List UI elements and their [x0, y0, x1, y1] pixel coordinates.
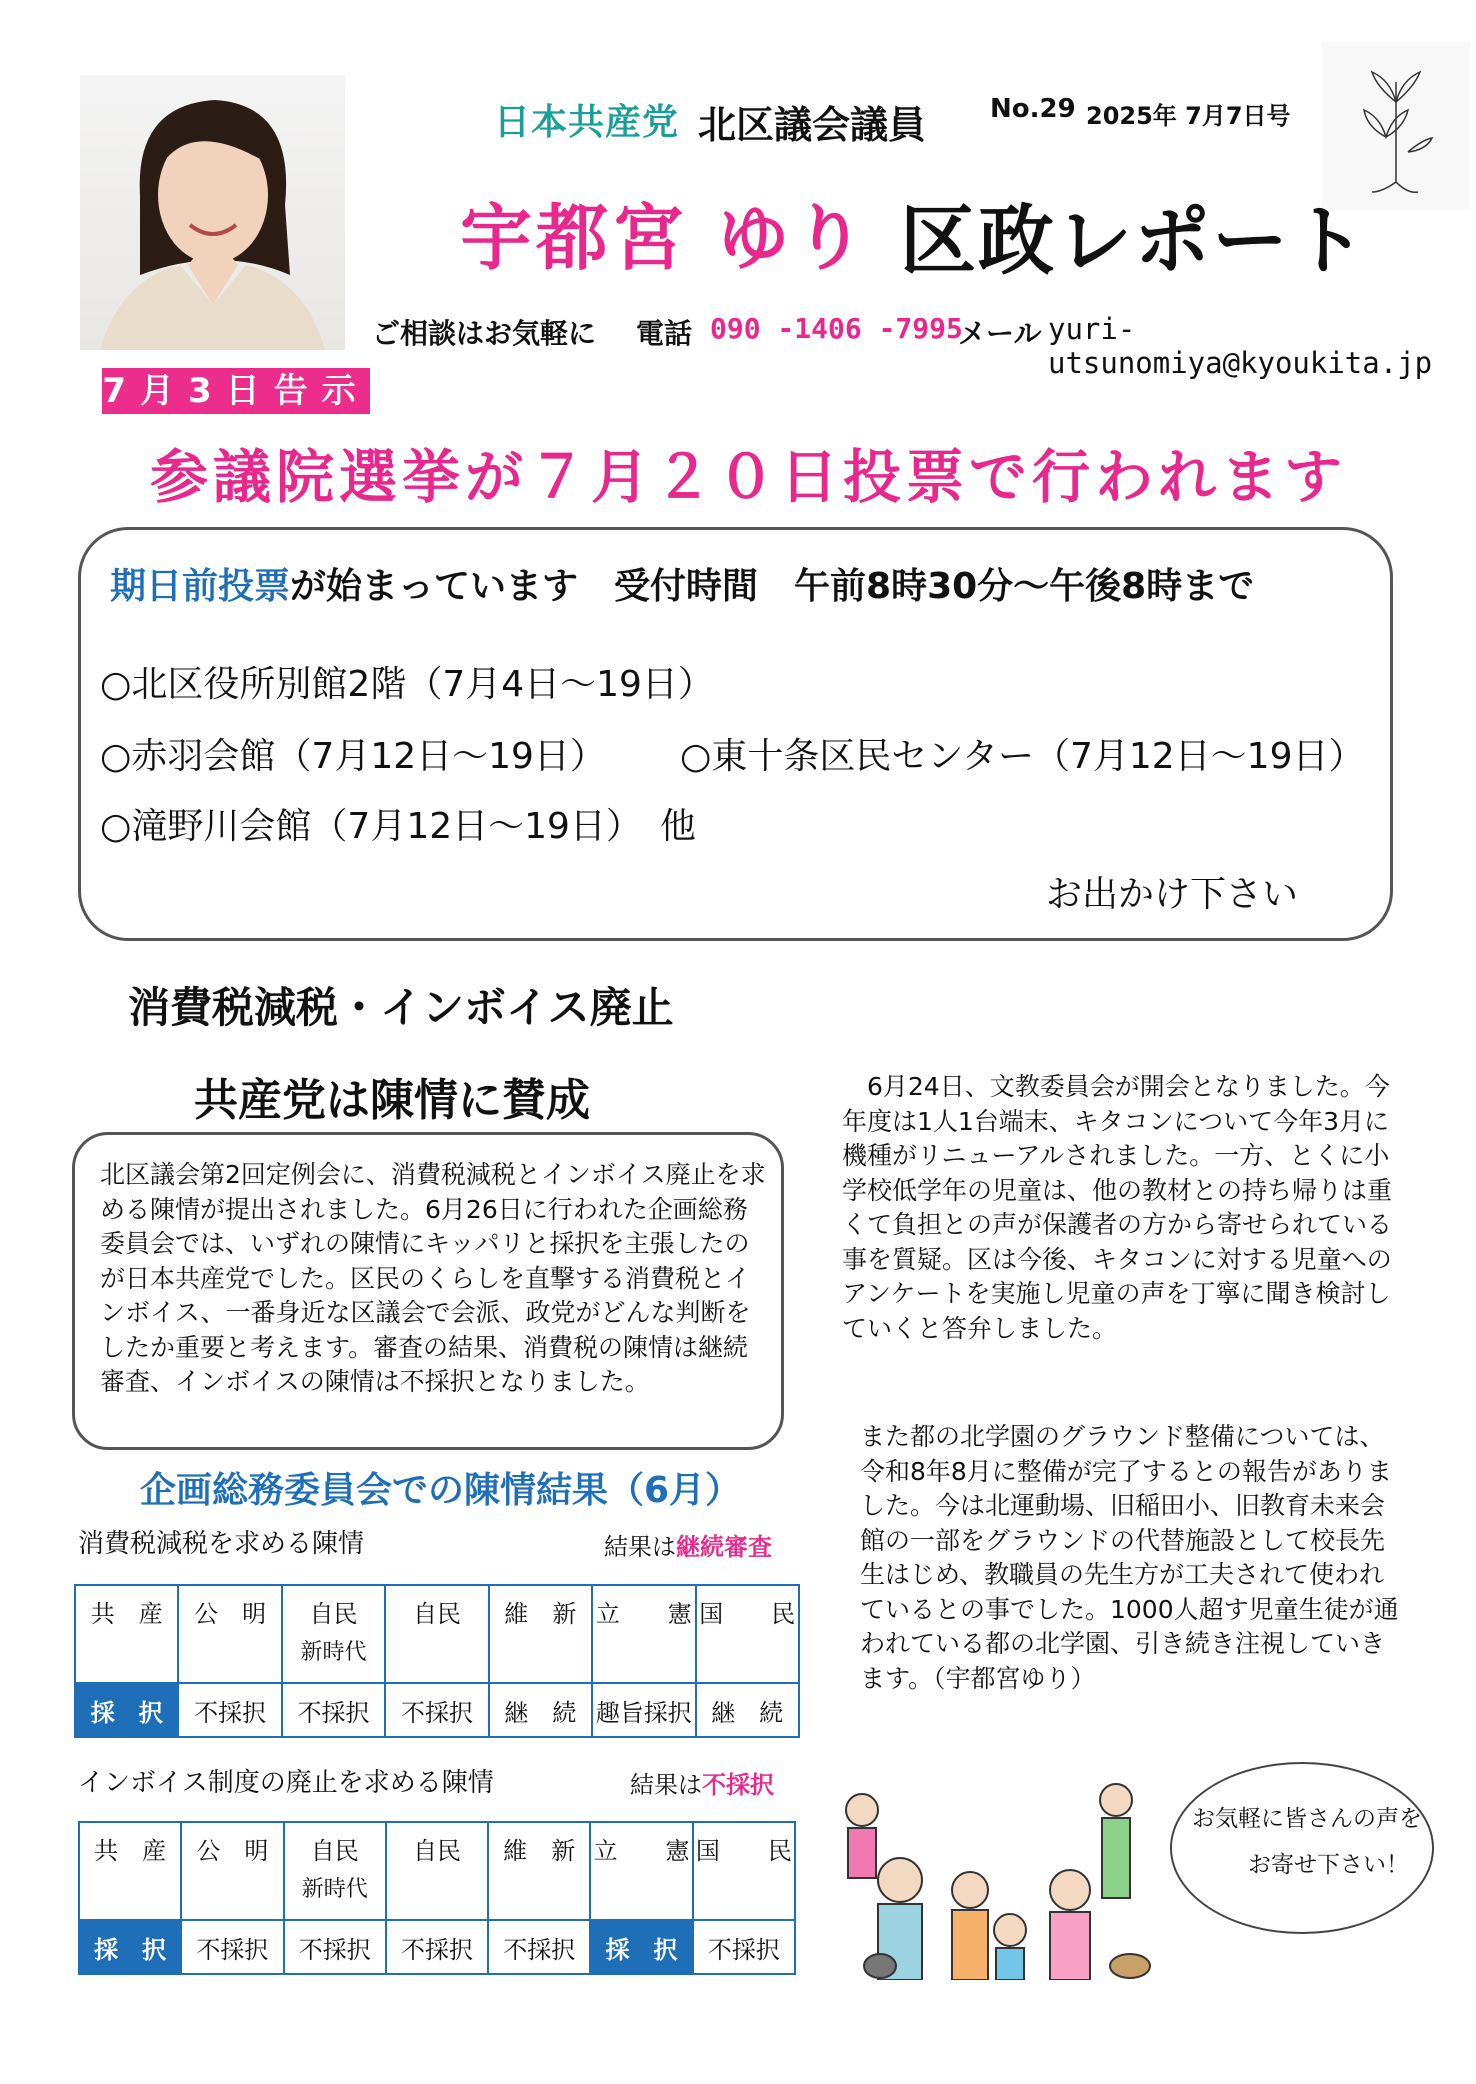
tax-body: 北区議会第2回定例会に、消費税減税とインボイス廃止を求める陳情が提出されました。6月26日に行われた企画総務委員会では、いずれの陳情にキッパリと採択を主張したのが日本共産党でした。区民のくらしを直撃する消費税とインボイス、一番身近な区議会で会派、政党がどんな判断をしたか重要と考えます。審査の結果、消費税の陳情は継続審査、インボイスの陳情は不採択となりました。 [100, 1160, 766, 1396]
vote-cell: 採 択 [590, 1920, 692, 1974]
result-value: 継続審査 [676, 1533, 772, 1561]
party-cell [386, 1822, 488, 1920]
result-value: 不採択 [702, 1771, 774, 1799]
petition-result [604, 1527, 772, 1562]
petition-label: インボイス制度の廃止を求める陳情 [78, 1768, 494, 1798]
vote-cell: 趣旨採択 [592, 1683, 695, 1737]
report-title: 区政レポート [900, 196, 1368, 285]
party-row [75, 1585, 799, 1683]
party-cell [590, 1822, 692, 1920]
vote-cell: 継 続 [696, 1683, 799, 1737]
vote-closing: お出かけ下さい [1046, 874, 1299, 915]
vote-cell: 不採択 [693, 1920, 795, 1974]
issue-date: 2025年 7月7日号 [1086, 102, 1291, 130]
venue-item: ○赤羽会館（7月12日～19日） [100, 736, 606, 777]
party-name: 自民 [310, 1837, 359, 1865]
mail-address[interactable]: yuri-utsunomiya@kyoukita.jp [1048, 312, 1433, 380]
party-name: 自民 [412, 1600, 461, 1628]
councilor-photo [80, 75, 345, 350]
petition-result [630, 1765, 774, 1800]
party-cell [181, 1822, 283, 1920]
vote-cell: 不採択 [282, 1683, 385, 1737]
party-cell [693, 1822, 795, 1920]
petition-label: 消費税減税を求める陳情 [78, 1529, 365, 1559]
vote-cell: 不採択 [284, 1920, 386, 1974]
tel-label: 電話 [636, 317, 693, 350]
party-name: 自民 [309, 1600, 358, 1628]
party-name: 維 新 [503, 1837, 576, 1865]
tax-section-subtitle: 共産党は陳情に賛成 [194, 1075, 590, 1126]
party-sub: 新時代 [301, 1877, 368, 1902]
vote-row [75, 1683, 799, 1737]
speech-text [1192, 1796, 1422, 1888]
party-cell [282, 1585, 385, 1683]
vote-cell: 採 択 [79, 1920, 181, 1974]
party-cell [178, 1585, 281, 1683]
party-name: 自民 [412, 1837, 461, 1865]
people-illustration [820, 1770, 1156, 1980]
party-name: 国 民 [695, 1837, 792, 1865]
party-name: 日本共産党 [494, 102, 680, 143]
speech-line: お気軽に皆さんの声を [1192, 1806, 1422, 1832]
councilor-name: 宇都宮 ゆり [460, 196, 870, 280]
venue-item: ○北区役所別館2階（7月4日～19日） [100, 664, 714, 705]
party-name: 立 憲 [593, 1837, 690, 1865]
vote-cell: 不採択 [181, 1920, 283, 1974]
venue-item: ○滝野川会館（7月12日～19日） 他 [100, 806, 696, 847]
party-name: 共 産 [90, 1600, 163, 1628]
vote-table [74, 1584, 800, 1738]
issue-number: No.29 [990, 94, 1076, 124]
contact-lead: ご相談はお気軽に [372, 317, 597, 350]
party-name: 公 明 [196, 1837, 269, 1865]
party-cell [75, 1585, 178, 1683]
venue-item: ○東十条区民センター（7月12日～19日） [680, 736, 1365, 777]
party-cell [488, 1822, 590, 1920]
education-committee-text: 6月24日、文教委員会が開会となりました。今年度は1人1台端末、キタコンについて今年3月に機種がリニューアルされました。一方、とくに小学校低学年の児童は、他の教材との持ち帰りは重くて負担との声が保護者の方から寄せられている事を質疑。区は今後、キタコンに対する児童へのアンケートを実施し児童の声を丁寧に聞き検討していくと答弁しました。 [842, 1072, 1393, 1343]
party-cell [489, 1585, 592, 1683]
party-cell [592, 1585, 695, 1683]
vote-cell: 継 続 [489, 1683, 592, 1737]
result-prefix: 結果は [604, 1533, 676, 1561]
election-title: 参議院選挙が７月２０日投票で行われます [150, 443, 1348, 511]
party-cell [385, 1585, 488, 1683]
speech-line: お寄せ下さい！ [1248, 1852, 1409, 1878]
party-name: 国 民 [699, 1600, 796, 1628]
party-name: 維 新 [504, 1600, 577, 1628]
early-vote-highlight: 期日前投票 [110, 566, 291, 607]
result-prefix: 結果は [630, 1771, 702, 1799]
party-cell [696, 1585, 799, 1683]
party-row [79, 1822, 795, 1920]
early-vote-hours: が始まっています 受付時間 午前8時30分～午後8時まで [290, 566, 1255, 607]
tel-number[interactable]: 090 -1406 -7995 [710, 312, 963, 345]
school-ground-text: また都の北学園のグラウンド整備については、令和8年8月に整備が完了するとの報告がありました。今は北運動場、旧稲田小、旧教育未来会館の一部をグラウンドの代替施設として校長先生はじめ、教職員の先生方が工夫されて使われているとの事でした。1000人超す児童生徒が通われている都の北学園、引き続き注視していきます。（宇都宮ゆり） [860, 1422, 1399, 1693]
results-title: 企画総務委員会での陳情結果（6月） [140, 1470, 742, 1511]
party-cell [284, 1822, 386, 1920]
vote-cell: 不採択 [385, 1683, 488, 1737]
party-name: 共 産 [94, 1837, 167, 1865]
councilor-role: 北区議会議員 [698, 103, 927, 147]
tax-section-title: 消費税減税・インボイス廃止 [128, 983, 674, 1032]
vote-cell: 不採択 [386, 1920, 488, 1974]
vote-cell: 採 択 [75, 1683, 178, 1737]
party-name: 立 憲 [595, 1600, 692, 1628]
early-vote-heading [110, 558, 1254, 609]
vote-row [79, 1920, 795, 1974]
notice-badge: 7月3日告示 [102, 368, 370, 414]
party-sub: 新時代 [300, 1640, 367, 1665]
party-cell [79, 1822, 181, 1920]
mail-label: メール [958, 317, 1042, 350]
vote-table [78, 1821, 796, 1975]
party-name: 公 明 [194, 1600, 267, 1628]
vote-cell: 不採択 [488, 1920, 590, 1974]
vote-cell: 不採択 [178, 1683, 281, 1737]
